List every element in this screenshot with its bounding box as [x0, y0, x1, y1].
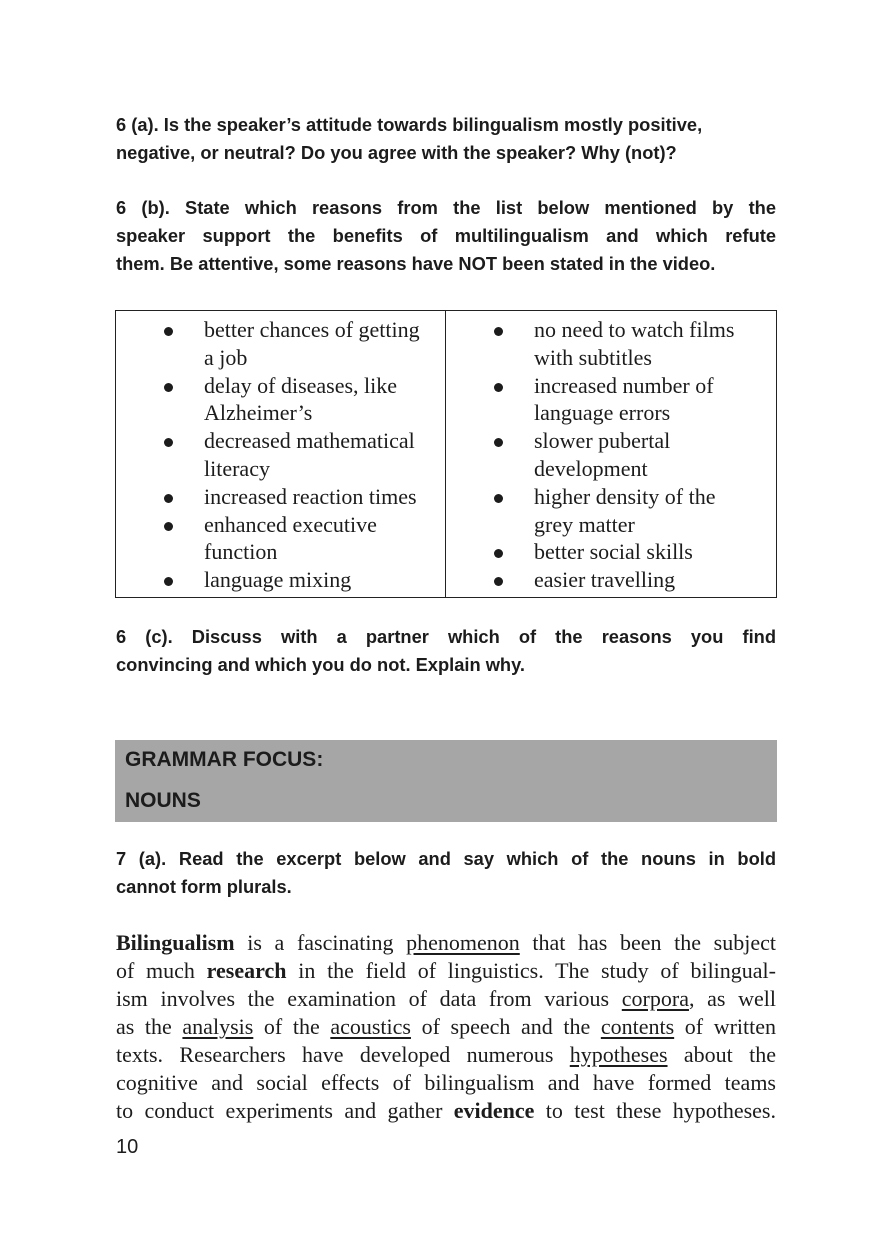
- excerpt-text: of the: [253, 1014, 331, 1039]
- reason-item: [494, 538, 774, 566]
- reasons-right-list: [494, 316, 774, 594]
- reason-text-cont: function: [204, 539, 278, 565]
- bullet-icon: [494, 549, 503, 558]
- excerpt-text: to test these hypotheses.: [534, 1098, 776, 1123]
- reason-item: [164, 483, 446, 511]
- reason-text: increased number of: [534, 372, 714, 398]
- excerpt-text: of written: [674, 1014, 777, 1039]
- task-7a-line: 7 (a). Read the excerpt below and say which of the nouns in bold: [116, 848, 776, 869]
- bullet-icon: [494, 438, 503, 447]
- reason-item: [164, 316, 446, 372]
- excerpt-text: as the: [116, 1014, 183, 1039]
- reason-text-cont: development: [534, 455, 648, 481]
- reason-item: [494, 566, 774, 594]
- excerpt-line: [116, 985, 776, 1013]
- bullet-icon: [164, 383, 173, 392]
- underlined-noun: analysis: [182, 1014, 254, 1039]
- bullet-icon: [164, 438, 173, 447]
- task-6b-line: speaker support the benefits of multilingualism and which refute: [116, 225, 776, 246]
- task-6b-line: them. Be attentive, some reasons have NOT been stated in the video.: [116, 253, 716, 274]
- reason-item: [164, 511, 446, 567]
- bullet-icon: [494, 577, 503, 586]
- excerpt-paragraph: [116, 929, 776, 1125]
- page-number: 10: [116, 1136, 139, 1158]
- reason-text: easier travelling: [534, 567, 676, 593]
- reason-text-cont: literacy: [204, 455, 270, 481]
- reason-item: [494, 316, 774, 372]
- reason-item: [494, 372, 774, 428]
- reason-text: higher density of the: [534, 483, 716, 509]
- reason-text-cont: a job: [204, 344, 248, 370]
- reason-text: better social skills: [534, 539, 693, 565]
- excerpt-text: that has been the subject: [519, 930, 776, 955]
- bullet-icon: [164, 522, 173, 531]
- grammar-focus-topic: NOUNS: [125, 789, 201, 812]
- excerpt-text: ism involves the examination of data from various: [116, 986, 622, 1011]
- task-6a-line: 6 (a). Is the speaker’s attitude towards bilingualism mostly positive,: [116, 114, 703, 135]
- bold-noun: Bilingualism: [116, 930, 235, 955]
- reason-text: decreased mathematical: [204, 428, 415, 454]
- excerpt-text: about the: [667, 1042, 776, 1067]
- reason-item: [164, 566, 446, 594]
- task-6c-line: convincing and which you do not. Explain why.: [116, 654, 525, 675]
- bold-noun: evidence: [453, 1098, 535, 1123]
- grammar-focus-title: GRAMMAR FOCUS:: [125, 748, 324, 771]
- task-6b-line: 6 (b). State which reasons from the list below mentioned by the: [116, 197, 776, 218]
- excerpt-line: [116, 929, 776, 957]
- reason-text: better chances of getting: [204, 317, 420, 342]
- reasons-table: [115, 310, 777, 598]
- bullet-icon: [494, 383, 503, 392]
- bold-noun: research: [206, 958, 287, 983]
- reason-text: no need to watch films: [534, 317, 735, 342]
- grammar-focus-banner: [115, 740, 777, 822]
- excerpt-text: texts. Researchers have developed numerous: [116, 1042, 570, 1067]
- bullet-icon: [164, 327, 173, 336]
- bullet-icon: [494, 494, 503, 503]
- task-7a-line: cannot form plurals.: [116, 876, 292, 897]
- reason-text: language mixing: [204, 567, 352, 593]
- underlined-noun: phenomenon: [406, 930, 520, 955]
- bullet-icon: [494, 327, 503, 336]
- reason-item: [164, 372, 446, 428]
- reason-text-cont: Alzheimer’s: [204, 400, 313, 426]
- reason-text: delay of diseases, like: [204, 372, 398, 398]
- excerpt-text: of much: [116, 958, 207, 983]
- excerpt-text: , as well: [688, 986, 776, 1011]
- excerpt-text: is a fascinating: [234, 930, 407, 955]
- reasons-right-column: [446, 311, 776, 597]
- reasons-left-column: [116, 311, 446, 597]
- reason-item: [494, 427, 774, 483]
- task-6a: [116, 111, 776, 167]
- reason-text-cont: with subtitles: [534, 344, 652, 370]
- reason-text-cont: language errors: [534, 400, 671, 426]
- excerpt-line: [116, 1041, 776, 1069]
- excerpt-text: in the field of linguistics. The study of bilingual-: [286, 958, 776, 983]
- reasons-left-list: [164, 316, 446, 594]
- reason-text: increased reaction times: [204, 483, 417, 509]
- excerpt-line: cognitive and social effects of bilingualism and have formed teams: [116, 1070, 776, 1095]
- task-6c-line: 6 (c). Discuss with a partner which of the reasons you find: [116, 626, 776, 647]
- underlined-noun: hypotheses: [569, 1042, 668, 1067]
- excerpt-text: of speech and the: [410, 1014, 601, 1039]
- bullet-icon: [164, 577, 173, 586]
- reason-item: [494, 483, 774, 539]
- task-6c: [116, 623, 776, 679]
- task-6a-line: negative, or neutral? Do you agree with the speaker? Why (not)?: [116, 142, 677, 163]
- reason-text: slower pubertal: [534, 428, 671, 454]
- reason-item: [164, 427, 446, 483]
- reason-text-cont: grey matter: [534, 511, 635, 537]
- excerpt-line: [116, 1097, 776, 1125]
- reason-text: enhanced executive: [204, 511, 377, 537]
- underlined-noun: corpora: [621, 986, 689, 1011]
- excerpt-line: [116, 1013, 776, 1041]
- underlined-noun: contents: [600, 1014, 675, 1039]
- task-7a: [116, 845, 776, 901]
- underlined-noun: acoustics: [330, 1014, 411, 1039]
- bullet-icon: [164, 494, 173, 503]
- task-6b: [116, 194, 776, 278]
- excerpt-line: [116, 957, 776, 985]
- excerpt-text: to conduct experiments and gather: [116, 1098, 454, 1123]
